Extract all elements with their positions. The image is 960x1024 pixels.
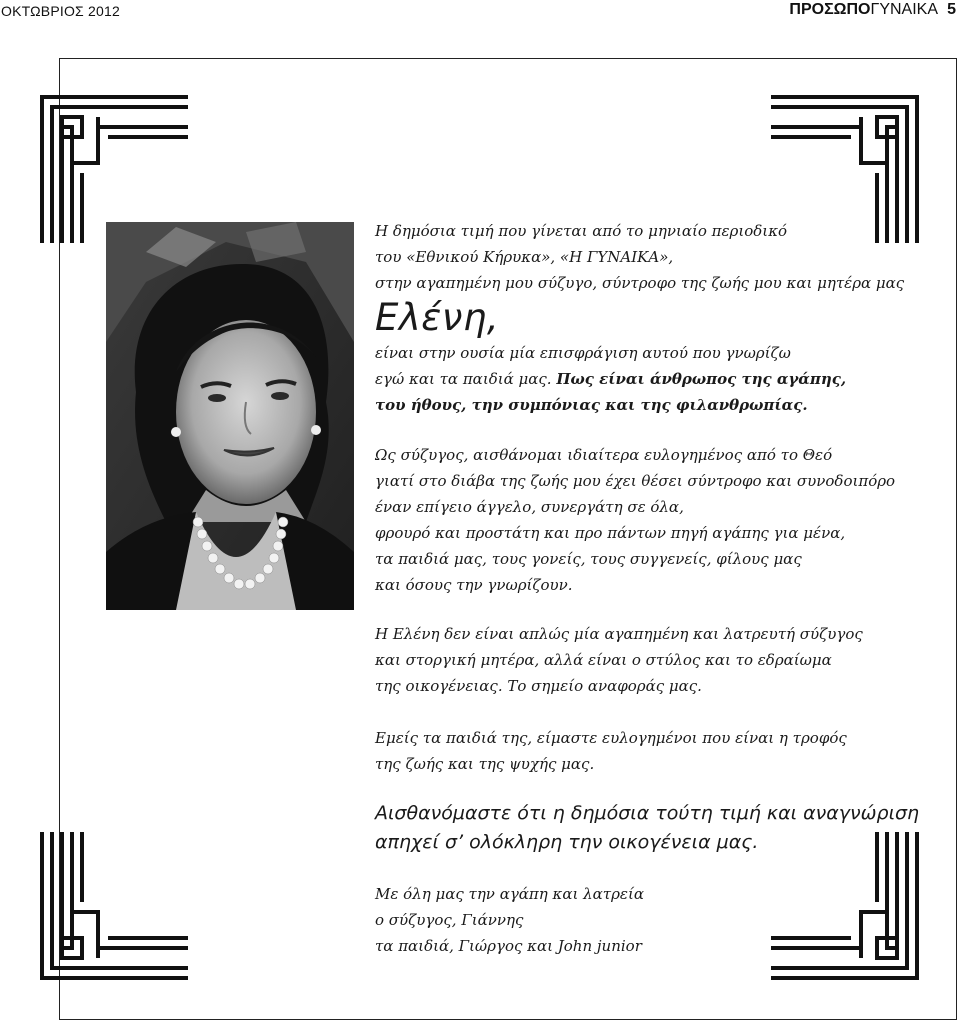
- text-line: γιατί στο διάβα της ζωής μου έχει θέσει σύντροφο και συνοδοιπόρο: [375, 472, 896, 490]
- page-header: [0, 0, 960, 22]
- intro-line: [375, 366, 904, 392]
- intro-line: Η δημόσια τιμή που γίνεται από το μηνιαίο περιοδικό: [375, 222, 788, 240]
- page-number: 5: [947, 1, 956, 18]
- section-title-bold: ΠΡΟΣΩΠΟ: [789, 1, 871, 18]
- portrait-photo: [106, 222, 354, 610]
- issue-date: ΟΚΤΩΒΡΙΟΣ 2012: [1, 3, 120, 19]
- signature-line: Με όλη μας την αγάπη και λατρεία: [375, 885, 644, 903]
- intro-emphasis-line: του ήθους, την συμπόνιας και της φιλανθρωπίας.: [375, 396, 808, 414]
- intro-paragraph: [375, 218, 904, 418]
- text-line: και στοργική μητέρα, αλλά είναι ο στύλος και το εδραίωμα: [375, 651, 832, 669]
- section-title: [789, 1, 938, 19]
- text-line: Ως σύζυγος, αισθάνομαι ιδιαίτερα ευλογημένος από το Θεό: [375, 446, 833, 464]
- text-line: της ζωής και της ψυχής μας.: [375, 755, 595, 773]
- paragraph-children: [375, 725, 847, 777]
- intro-line: είναι στην ουσία μία επισφράγιση αυτού που γνωρίζω: [375, 344, 791, 362]
- paragraph-eleni: [375, 621, 863, 699]
- honoree-name: Ελένη,: [375, 296, 500, 339]
- text-line: φρουρό και προστάτη και προ πάντων πηγή αγάπης για μένα,: [375, 524, 846, 542]
- intro-line: στην αγαπημένη μου σύζυγο, σύντροφο της ζωής μου και μητέρα μας: [375, 274, 905, 292]
- closing-line: Αισθανόμαστε ότι η δημόσια τούτη τιμή και αναγνώριση: [375, 802, 920, 824]
- closing-statement: [375, 799, 919, 857]
- intro-emphasis: Πως είναι άνθρωπος της αγάπης,: [556, 370, 847, 388]
- intro-line: του «Εθνικού Κήρυκα», «Η ΓΥΝΑΙΚΑ»,: [375, 248, 674, 266]
- text-line: Η Ελένη δεν είναι απλώς μία αγαπημένη και λατρευτή σύζυγος: [375, 625, 863, 643]
- text-line: της οικογένειας. Το σημείο αναφοράς μας.: [375, 677, 702, 695]
- closing-line: απηχεί σ’ ολόκληρη την οικογένεια μας.: [375, 831, 759, 853]
- text-line: και όσους την γνωρίζουν.: [375, 576, 573, 594]
- text-line: Εμείς τα παιδιά της, είμαστε ευλογημένοι που είναι η τροφός: [375, 729, 847, 747]
- greek-key-corner-top-left-icon: [38, 93, 188, 243]
- paragraph-husband: [375, 442, 895, 598]
- section-title-rest: ΓΥΝΑΙΚΑ: [870, 1, 938, 18]
- signature-block: [375, 881, 644, 959]
- intro-text: εγώ και τα παιδιά μας.: [375, 370, 557, 388]
- greek-key-corner-bottom-left-icon: [38, 832, 188, 982]
- text-line: έναν επίγειο άγγελο, συνεργάτη σε όλα,: [375, 498, 684, 516]
- text-line: τα παιδιά μας, τους γονείς, τους συγγενείς, φίλους μας: [375, 550, 802, 568]
- signature-line: ο σύζυγος, Γιάννης: [375, 911, 524, 929]
- signature-line: τα παιδιά, Γιώργος και John junior: [375, 937, 642, 955]
